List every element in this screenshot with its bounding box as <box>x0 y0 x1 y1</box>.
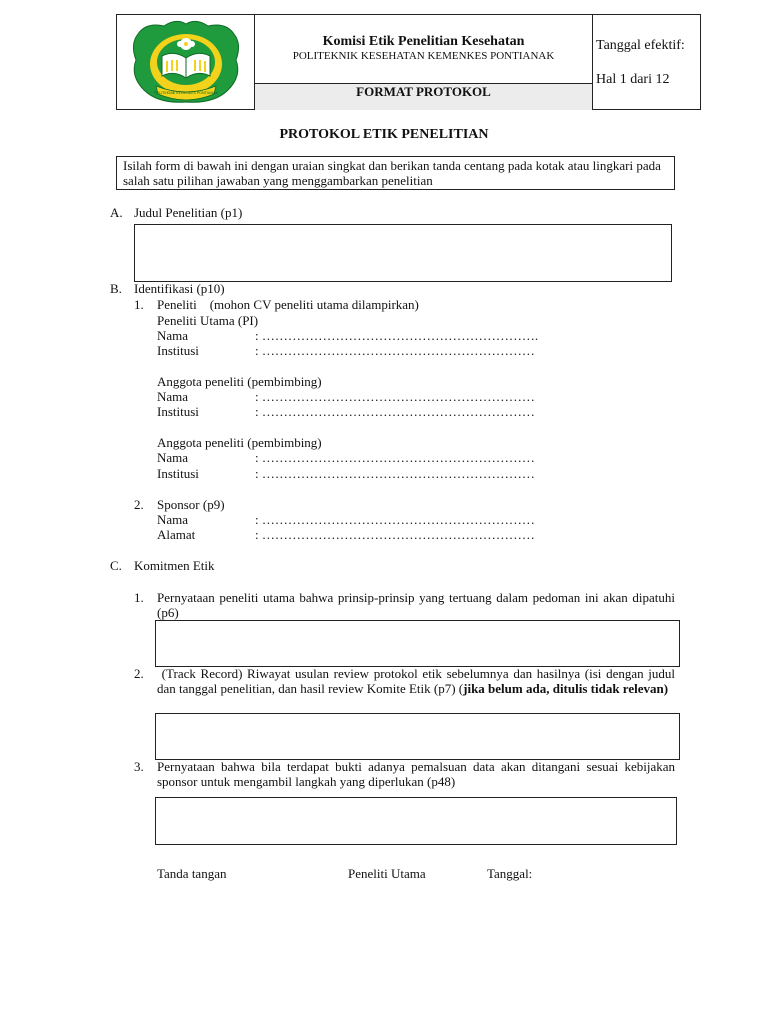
org-subtitle: POLITEKNIK KESEHATAN KEMENKES PONTIANAK <box>292 50 555 62</box>
pi-name-field[interactable]: : ………………………………………………………. <box>255 328 539 343</box>
org-title: Komisi Etik Penelitian Kesehatan <box>322 34 525 49</box>
track-record-note: jika belum ada, ditulis tidak relevan) <box>463 681 669 696</box>
section-c-item1-text: Pernyataan peneliti utama bahwa prinsip-prinsip yang tertuang dalam pedoman ini akan dipatuhi (p6) <box>157 590 675 620</box>
track-record-text: (Track Record) Riwayat usulan review protokol etik sebelumnya dan hasilnya (isi dengan judul dan tanggal penelitian, dan hasil review Komite Etik (p7) ( <box>157 666 679 696</box>
data-falsification-field[interactable] <box>155 797 677 845</box>
signature-date-label: Tanggal: <box>487 866 533 881</box>
member2-title: Anggota peneliti (pembimbing) <box>157 435 322 450</box>
header-title-cell <box>255 14 593 84</box>
pi-name-label: Nama <box>157 328 189 343</box>
pi-institution-label: Institusi <box>157 343 199 358</box>
institution-logo-icon <box>116 14 255 110</box>
logo-text: POLITEKNIK KEMENKES PONTIANAK <box>154 91 218 95</box>
section-c-title: Komitmen Etik <box>134 558 215 573</box>
section-c-item3-num: 3. <box>134 759 144 774</box>
member2-name-field[interactable]: : ……………………………………………………… <box>255 450 535 465</box>
sponsor-name-field[interactable]: : ……………………………………………………… <box>255 512 535 527</box>
section-b-item1-title: Peneliti (mohon CV peneliti utama dilampirkan) <box>157 297 419 312</box>
research-title-field[interactable] <box>134 224 672 282</box>
header-logo-cell <box>116 14 255 110</box>
section-c-item1-num: 1. <box>134 590 144 605</box>
sponsor-address-label: Alamat <box>157 527 196 542</box>
header-format-cell <box>255 84 593 110</box>
member2-institution-label: Institusi <box>157 466 199 481</box>
member2-institution-field[interactable]: : ……………………………………………………… <box>255 466 535 481</box>
section-a-title: Judul Penelitian (p1) <box>134 205 243 220</box>
section-c-item2-num: 2. <box>134 666 144 681</box>
member1-name-field[interactable]: : ……………………………………………………… <box>255 389 535 404</box>
section-a-label: A. <box>110 205 123 220</box>
principal-investigator-label: Peneliti Utama <box>348 866 426 881</box>
section-c-label: C. <box>110 558 122 573</box>
member2-name-label: Nama <box>157 450 189 465</box>
format-label: FORMAT PROTOKOL <box>356 84 491 99</box>
sponsor-address-field[interactable]: : ……………………………………………………… <box>255 527 535 542</box>
section-b-item2-num: 2. <box>134 497 144 512</box>
section-c-item2-text <box>157 666 679 696</box>
pi-title: Peneliti Utama (PI) <box>157 313 259 328</box>
section-b-title: Identifikasi (p10) <box>134 281 225 296</box>
instruction-box: Isilah form di bawah ini dengan uraian singkat dan berikan tanda centang pada kotak atau lingkari pada salah satu pilihan jawaban yang menggambarkan penelitian <box>116 156 675 190</box>
member1-name-label: Nama <box>157 389 189 404</box>
member1-title: Anggota peneliti (pembimbing) <box>157 374 322 389</box>
section-c-item3-text: Pernyataan bahwa bila terdapat bukti adanya pemalsuan data akan ditangani sesuai kebijakan sponsor untuk mengambil langkah yang diperlukan (p48) <box>157 759 675 789</box>
commitment-statement-field[interactable] <box>155 620 680 667</box>
section-b-item1-num: 1. <box>134 297 144 312</box>
signature-label: Tanda tangan <box>157 866 227 881</box>
track-record-field[interactable] <box>155 713 680 760</box>
pi-institution-field[interactable]: : ……………………………………………………… <box>255 343 535 358</box>
member1-institution-label: Institusi <box>157 404 199 419</box>
member1-institution-field[interactable]: : ……………………………………………………… <box>255 404 535 419</box>
sponsor-name-label: Nama <box>157 512 189 527</box>
document-title: PROTOKOL ETIK PENELITIAN <box>279 127 489 142</box>
page-label: Hal 1 dari 12 <box>596 72 670 87</box>
section-b-label: B. <box>110 281 122 296</box>
section-b-item2-title: Sponsor (p9) <box>157 497 225 512</box>
effective-date-label: Tanggal efektif: <box>596 38 685 53</box>
